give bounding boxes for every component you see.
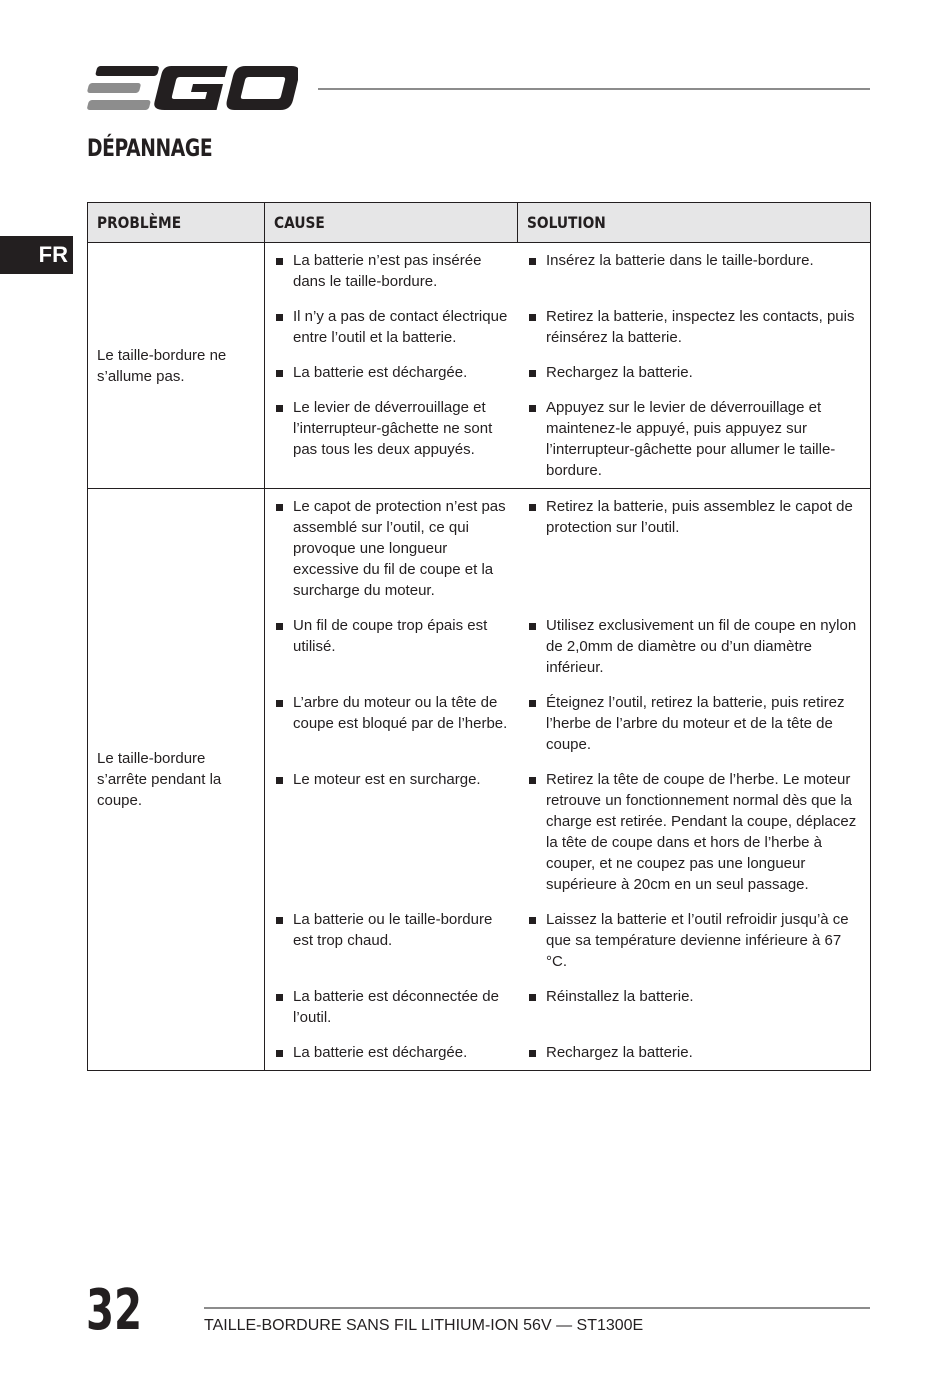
bullet-icon bbox=[276, 700, 283, 707]
bullet-icon bbox=[529, 777, 536, 784]
cause-solution-pair bbox=[265, 909, 870, 972]
bullet-icon bbox=[529, 504, 536, 511]
cause-solution-pair bbox=[265, 362, 870, 383]
bullet-icon bbox=[529, 258, 536, 265]
cause-solution-group bbox=[265, 489, 871, 1071]
cause-solution-pair bbox=[265, 1042, 870, 1063]
language-tab bbox=[0, 236, 73, 274]
bullet-icon bbox=[529, 623, 536, 630]
cause-solution-pair bbox=[265, 250, 870, 292]
bullet-icon bbox=[529, 370, 536, 377]
table-row bbox=[88, 489, 871, 1071]
cause-item: Le levier de déverrouillage et l’interrupteur-gâchette ne sont pas tous les deux appuyés. bbox=[265, 397, 518, 460]
bullet-icon bbox=[529, 917, 536, 924]
bullet-icon bbox=[276, 917, 283, 924]
bullet-icon bbox=[529, 1050, 536, 1057]
ego-logo bbox=[86, 64, 298, 112]
solution-item: Utilisez exclusivement un fil de coupe en nylon de 2,0mm de diamètre ou d’un diamètre inférieur. bbox=[518, 615, 870, 678]
solution-item: Appuyez sur le levier de déverrouillage et maintenez-le appuyé, puis appuyez sur l’interrupteur-gâchette pour allumer le taille-bordure. bbox=[518, 397, 870, 481]
solution-item: Réinstallez la batterie. bbox=[518, 986, 870, 1007]
header-problem: PROBLÈME bbox=[88, 203, 265, 243]
bullet-icon bbox=[529, 405, 536, 412]
bullet-icon bbox=[276, 623, 283, 630]
language-tab-label: FR bbox=[38, 242, 68, 267]
solution-item: Éteignez l’outil, retirez la batterie, puis retirez l’herbe de l’arbre du moteur et de la tête de coupe. bbox=[518, 692, 870, 755]
troubleshooting-table bbox=[87, 202, 871, 1071]
page-number: 32 bbox=[86, 1278, 143, 1343]
header-rule bbox=[318, 88, 870, 90]
bullet-icon bbox=[276, 777, 283, 784]
cause-item: Un fil de coupe trop épais est utilisé. bbox=[265, 615, 518, 657]
cause-item: La batterie est déchargée. bbox=[265, 1042, 518, 1063]
solution-item: Retirez la tête de coupe de l’herbe. Le moteur retrouve un fonctionnement normal dès que la charge est retirée. Pendant la coupe, déplacez la tête de coupe dans et hors de l’herbe à couper, et ne coupez pas une longueur supérieure à 20cm en un seul passage. bbox=[518, 769, 870, 895]
footer-product-title: TAILLE-BORDURE SANS FIL LITHIUM-ION 56V — ST1300E bbox=[204, 1317, 644, 1334]
bullet-icon bbox=[276, 1050, 283, 1057]
solution-item: Retirez la batterie, inspectez les contacts, puis réinsérez la batterie. bbox=[518, 306, 870, 348]
cause-item: L’arbre du moteur ou la tête de coupe est bloqué par de l’herbe. bbox=[265, 692, 518, 734]
bullet-icon bbox=[276, 405, 283, 412]
problem-cell: Le taille-bordure s’arrête pendant la coupe. bbox=[88, 489, 265, 1071]
bullet-icon bbox=[529, 314, 536, 321]
section-title: DÉPANNAGE bbox=[87, 134, 213, 162]
cause-solution-group bbox=[265, 243, 871, 489]
solution-item: Rechargez la batterie. bbox=[518, 362, 870, 383]
cause-item: Il n’y a pas de contact électrique entre l’outil et la batterie. bbox=[265, 306, 518, 348]
cause-item: La batterie n’est pas insérée dans le taille-bordure. bbox=[265, 250, 518, 292]
cause-solution-pair bbox=[265, 692, 870, 755]
solution-item: Rechargez la batterie. bbox=[518, 1042, 870, 1063]
cause-solution-pair bbox=[265, 496, 870, 601]
cause-item: Le moteur est en surcharge. bbox=[265, 769, 518, 790]
table-header-row bbox=[88, 203, 871, 243]
bullet-icon bbox=[276, 370, 283, 377]
cause-item: La batterie est déconnectée de l’outil. bbox=[265, 986, 518, 1028]
header-solution: SOLUTION bbox=[518, 203, 871, 243]
bullet-icon bbox=[276, 258, 283, 265]
bullet-icon bbox=[529, 994, 536, 1001]
cause-solution-pair bbox=[265, 306, 870, 348]
cause-item: La batterie est déchargée. bbox=[265, 362, 518, 383]
solution-item: Insérez la batterie dans le taille-bordure. bbox=[518, 250, 870, 271]
cause-solution-pair bbox=[265, 769, 870, 895]
solution-item: Laissez la batterie et l’outil refroidir jusqu’à ce que sa température devienne inférieure à 67 °C. bbox=[518, 909, 870, 972]
problem-cell: Le taille-bordure ne s’allume pas. bbox=[88, 243, 265, 489]
table-row bbox=[88, 243, 871, 489]
cause-item: Le capot de protection n’est pas assemblé sur l’outil, ce qui provoque une longueur excessive du fil de coupe et la surcharge du moteur. bbox=[265, 496, 518, 601]
bullet-icon bbox=[276, 504, 283, 511]
footer-rule bbox=[204, 1307, 870, 1309]
bullet-icon bbox=[276, 314, 283, 321]
bullet-icon bbox=[529, 700, 536, 707]
bullet-icon bbox=[276, 994, 283, 1001]
cause-item: La batterie ou le taille-bordure est trop chaud. bbox=[265, 909, 518, 951]
solution-item: Retirez la batterie, puis assemblez le capot de protection sur l’outil. bbox=[518, 496, 870, 538]
cause-solution-pair bbox=[265, 397, 870, 481]
header-cause: CAUSE bbox=[265, 203, 518, 243]
cause-solution-pair bbox=[265, 986, 870, 1028]
cause-solution-pair bbox=[265, 615, 870, 678]
